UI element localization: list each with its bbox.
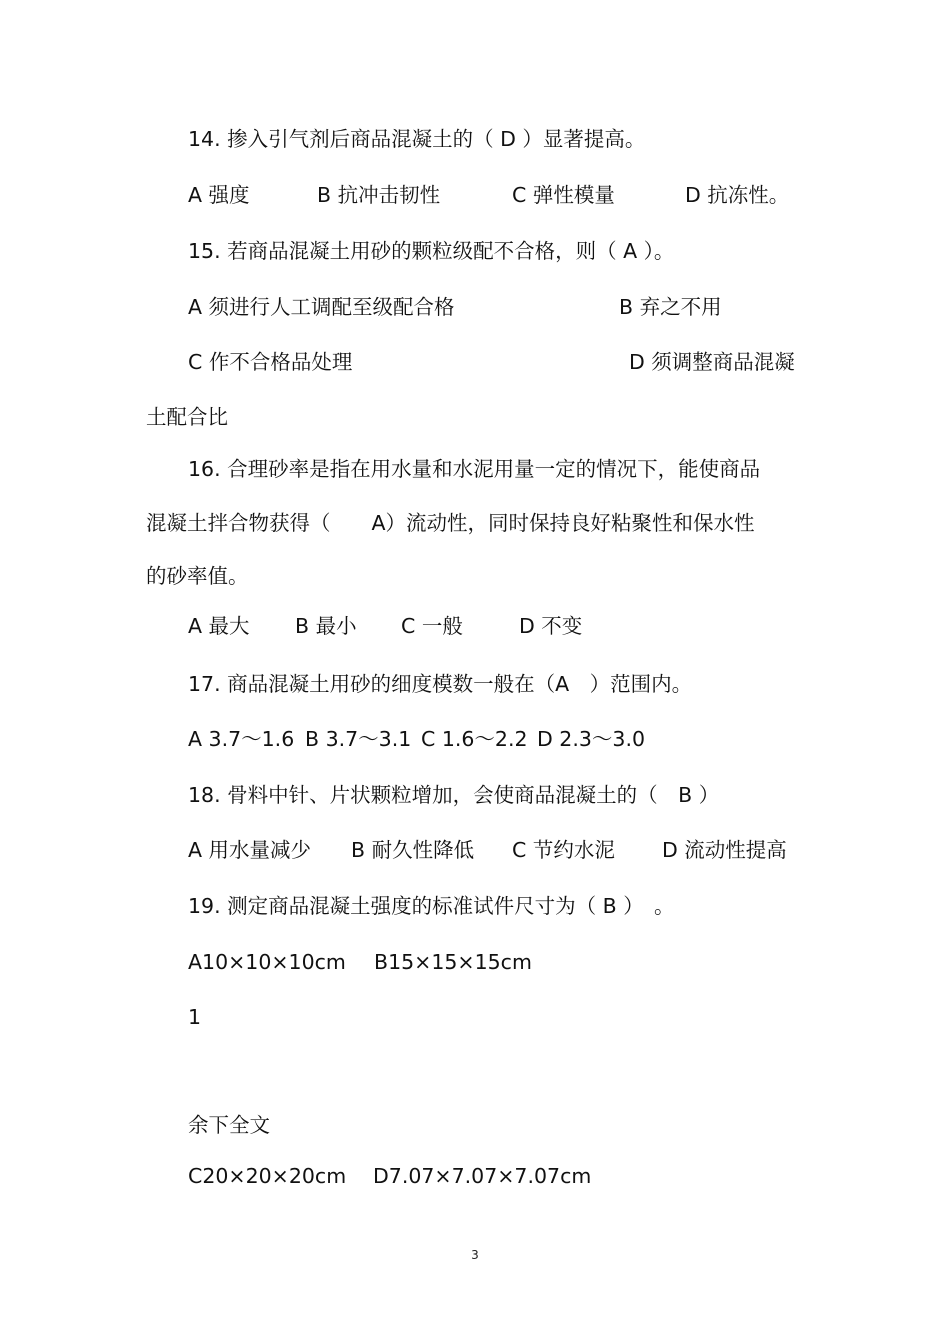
question-15-continuation: 土配合比: [146, 405, 228, 429]
option-b: B 弃之不用: [619, 295, 722, 319]
question-19-options-row2: [188, 1162, 592, 1190]
option-b: B 最小: [295, 614, 357, 638]
option-a: A 3.7～1.6: [188, 727, 295, 751]
question-16-stem-line2: 混凝土拌合物获得（ A）流动性，同时保持良好粘聚性和保水性: [146, 511, 755, 535]
option-b: B 抗冲击韧性: [317, 183, 441, 207]
option-d: D7.07×7.07×7.07cm: [373, 1164, 592, 1188]
question-16-stem-line1: 16. 合理砂率是指在用水量和水泥用量一定的情况下，能使商品: [188, 457, 761, 481]
question-14-stem: 14. 掺入引气剂后商品混凝土的（ D ）显著提高。: [188, 127, 646, 151]
option-c: C 弹性模量: [512, 183, 615, 207]
question-14-options: [188, 181, 790, 209]
option-d: D 流动性提高: [662, 838, 787, 862]
option-d: D 抗冻性。: [685, 183, 790, 207]
question-19-options-row1: [188, 948, 532, 976]
option-b: B15×15×15cm: [374, 950, 532, 974]
option-c: C 作不合格品处理: [188, 350, 353, 374]
option-a: A 强度: [188, 183, 250, 207]
option-c: C 一般: [401, 614, 463, 638]
option-a: A 用水量减少: [188, 838, 312, 862]
question-18-options: [188, 836, 787, 864]
question-19-stem: 19. 测定商品混凝土强度的标准试件尺寸为（ B ） 。: [188, 894, 675, 918]
option-a: A10×10×10cm: [188, 950, 346, 974]
option-b: B 耐久性降低: [351, 838, 475, 862]
question-16-stem-line3: 的砂率值。: [146, 564, 249, 588]
question-15-stem: 15. 若商品混凝土用砂的颗粒级配不合格，则（ A ）。: [188, 239, 675, 263]
page-number: 3: [471, 1248, 479, 1262]
option-c: C 节约水泥: [512, 838, 615, 862]
question-15-options-row1: [188, 293, 722, 321]
option-d: D 2.3～3.0: [537, 727, 646, 751]
option-d: D 不变: [519, 614, 583, 638]
question-16-options: [188, 612, 583, 640]
remaining-text-link[interactable]: 余下全文: [188, 1113, 270, 1137]
question-15-options-row2: [188, 348, 795, 376]
option-d: D 须调整商品混凝: [629, 350, 795, 374]
question-17-stem: 17. 商品混凝土用砂的细度模数一般在（A ）范围内。: [188, 672, 693, 696]
option-a: A 须进行人工调配至级配合格: [188, 295, 455, 319]
option-a: A 最大: [188, 614, 250, 638]
option-c: C20×20×20cm: [188, 1164, 347, 1188]
option-b: B 3.7～3.1: [305, 727, 412, 751]
inline-page-marker: 1: [188, 1005, 202, 1029]
option-c: C 1.6～2.2: [421, 727, 528, 751]
question-17-options: [188, 725, 646, 753]
question-18-stem: 18. 骨料中针、片状颗粒增加，会使商品混凝土的（ B ）: [188, 783, 720, 807]
